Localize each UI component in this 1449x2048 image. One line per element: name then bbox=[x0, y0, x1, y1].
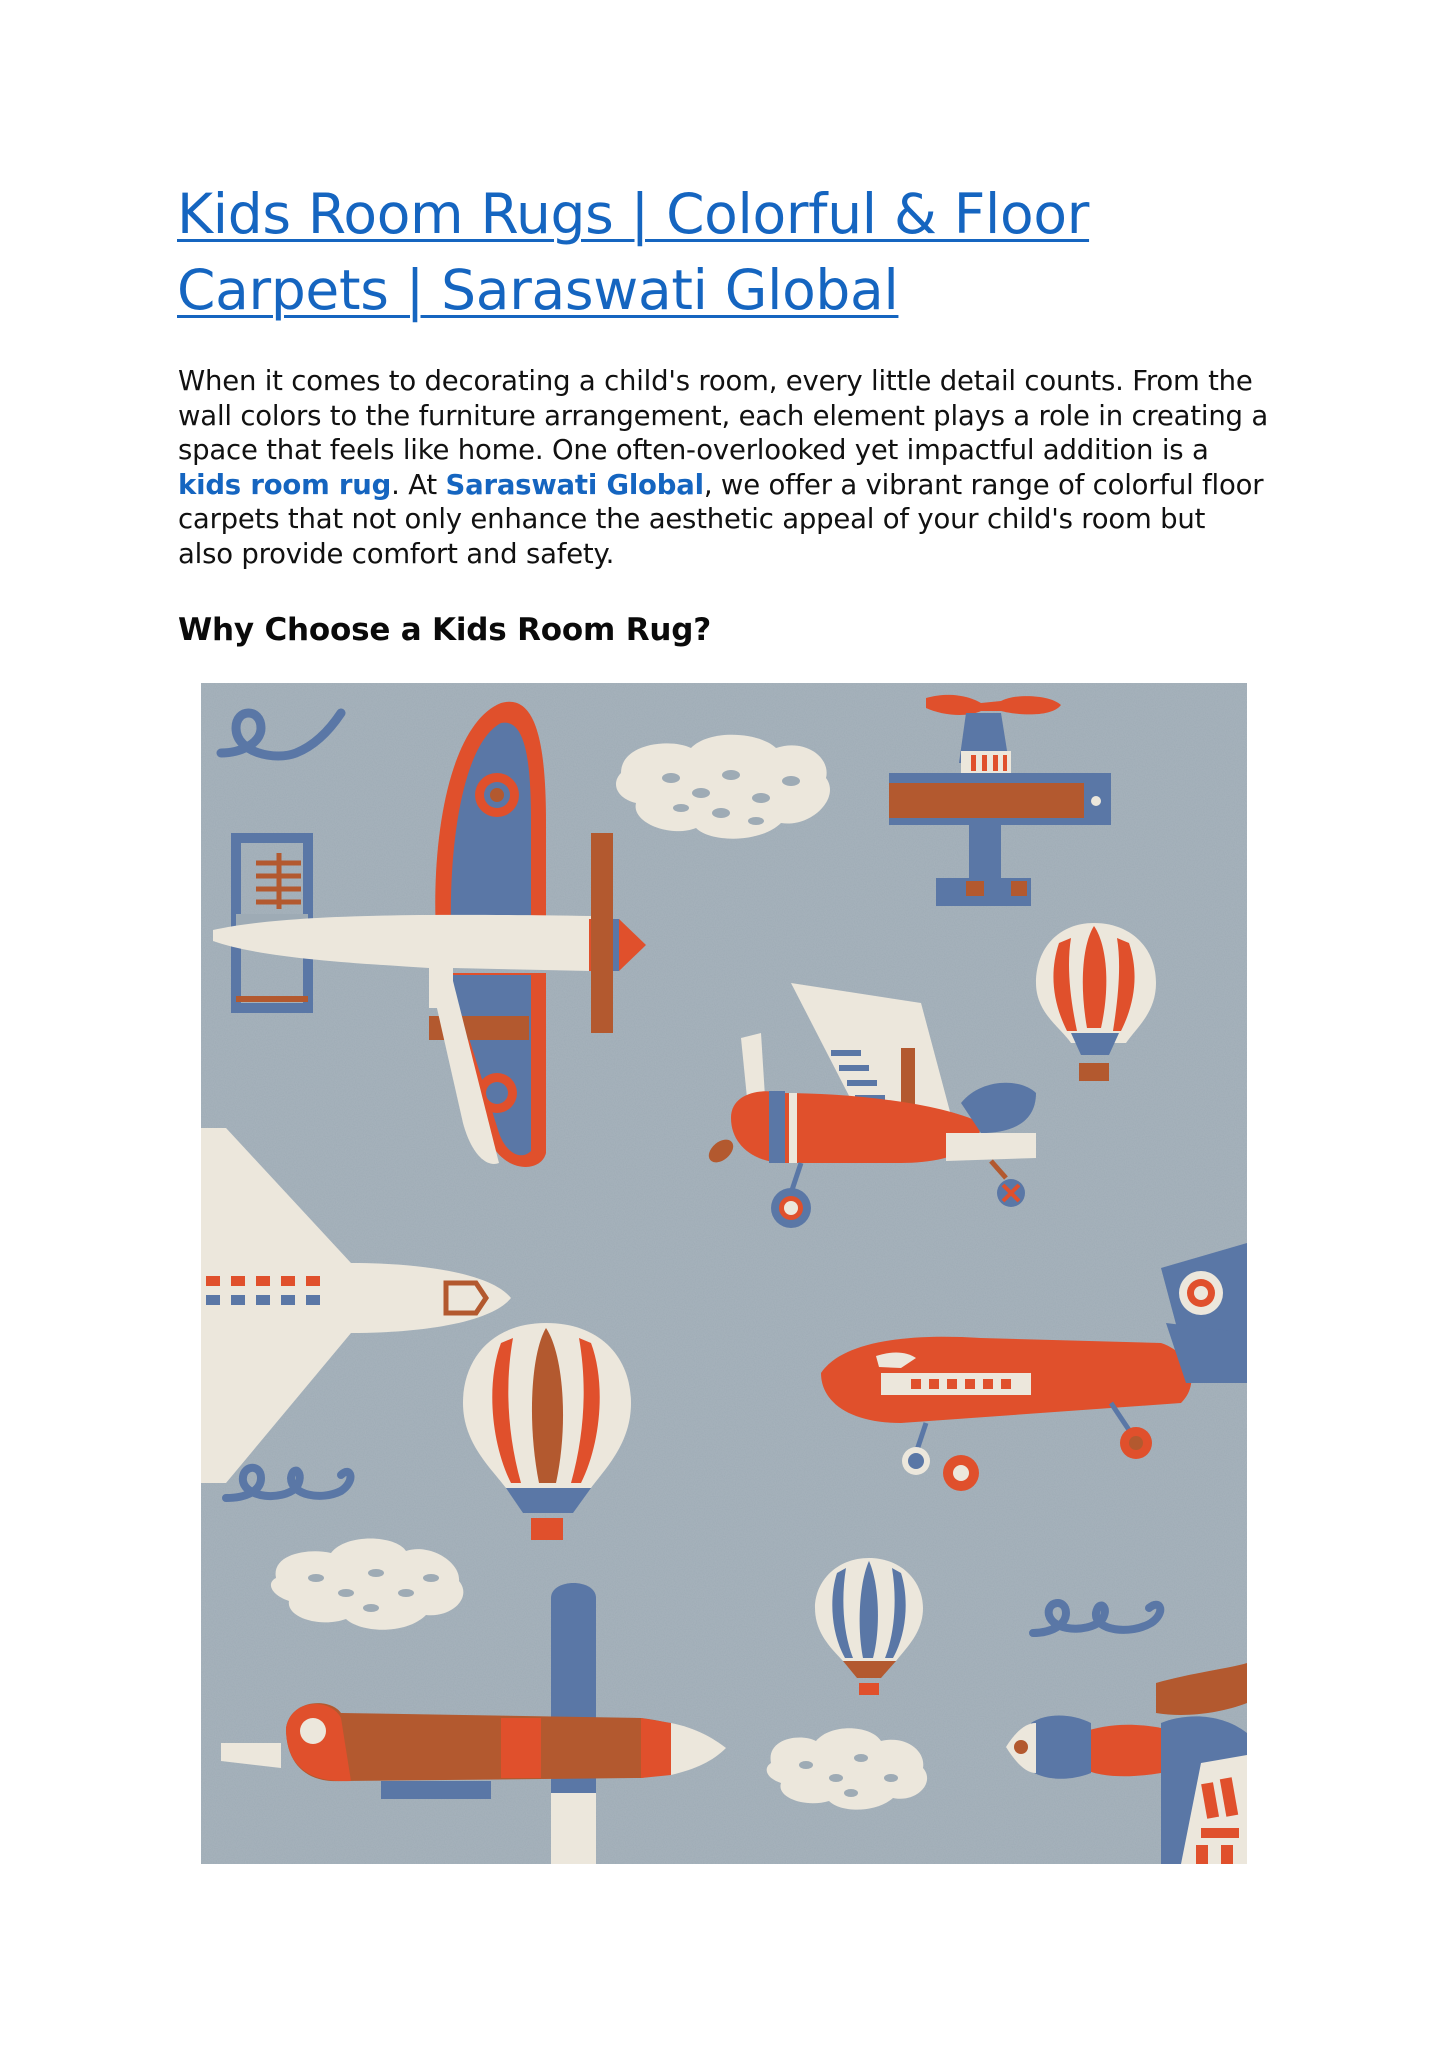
intro-text-2: . At bbox=[391, 468, 446, 501]
intro-paragraph bbox=[178, 364, 1268, 571]
rug-illustration bbox=[201, 683, 1247, 1864]
title-line-1: Kids Room Rugs | Colorful & Floor bbox=[177, 182, 1090, 246]
intro-text-1: When it comes to decorating a child's room, every little detail counts. From the wall colors to the furniture arrangement, each element plays a role in creating a space that feels like home. One often-overlooked yet impactful addition is a bbox=[178, 365, 1269, 466]
intro-text-3: , we offer a vibrant range of colorful floor carpets that not only enhance the aesthetic appeal of your child's room but also provide comfort and safety. bbox=[178, 468, 1264, 570]
title-line-2: Carpets | Saraswati Global bbox=[177, 258, 899, 322]
page-title bbox=[177, 176, 1297, 328]
saraswati-global-link[interactable]: Saraswati Global bbox=[445, 468, 704, 501]
kids-room-rug-link[interactable]: kids room rug bbox=[178, 468, 392, 501]
section-heading: Why Choose a Kids Room Rug? bbox=[178, 612, 712, 648]
rug-image bbox=[201, 683, 1247, 1864]
page-title-link[interactable] bbox=[177, 182, 1089, 322]
